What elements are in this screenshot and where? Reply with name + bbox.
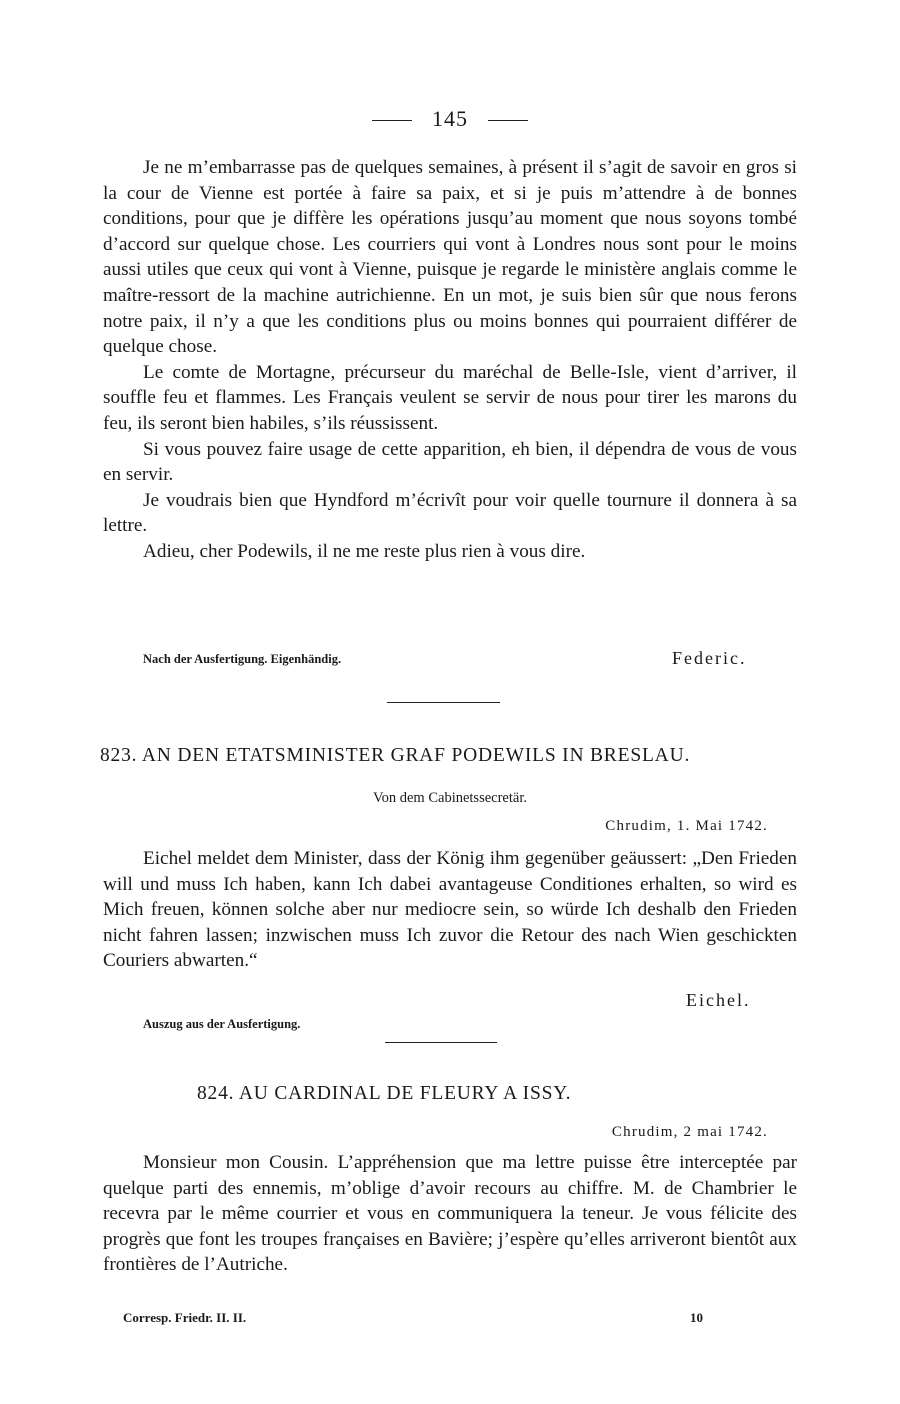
- letter-heading: 824. AU CARDINAL DE FLEURY A ISSY.: [197, 1083, 572, 1104]
- paragraph: Le comte de Mortagne, précurseur du maréchal de Belle-Isle, vient d’arriver, il souffle feu et flammes. Les Français veulent se servir de nous pour tirer les marons du feu, ils seront bien habiles, s’ils réussissent.: [103, 361, 797, 434]
- signature-mark: Corresp. Friedr. II. II.: [123, 1310, 247, 1325]
- paragraph: Monsieur mon Cousin. L’appréhension que ma lettre puisse être interceptée par quelque parti des ennemis, m’oblige d’avoir recours au chiffre. M. de Chambrier le recevra par le même courrier et vous en communiquera la teneur. Je vous félicite des progrès que font les troupes françaises en Bavière; j’espère qu’elles arriveront bientôt aux frontières de l’Autriche.: [103, 1152, 797, 1276]
- letter-823-body: [103, 846, 797, 974]
- signature: Eichel.: [686, 990, 751, 1010]
- paragraph: Eichel meldet dem Minister, dass der König ihm gegenüber geäussert: „Den Frieden will und muss Ich haben, kann Ich dabei avantageuse Conditiones erhalten, so wird es Mich freuen, können solche aber nur mediocre sein, so würde Ich deshalb den Frieden nicht fahren lassen; inzwischen muss Ich zuvor die Retour des nach Wien geschickten Couriers abwarten.“: [103, 848, 797, 972]
- dateline: Chrudim, 2 mai 1742.: [611, 1124, 768, 1140]
- section-divider: [385, 1042, 497, 1043]
- page-number-rule-left: [372, 120, 412, 121]
- page-number-line: [0, 106, 900, 132]
- source-note: Auszug aus der Ausfertigung.: [143, 1017, 301, 1031]
- page-number-rule-right: [488, 120, 528, 121]
- paragraph: Si vous pouvez faire usage de cette apparition, eh bien, il dépendra de vous de vous en servir.: [103, 438, 797, 486]
- page-number: 145: [432, 106, 468, 131]
- letter-822-body: [103, 155, 797, 565]
- letter-heading: 823. AN DEN ETATSMINISTER GRAF PODEWILS IN BRESLAU.: [100, 745, 691, 766]
- letter-824-body: [103, 1150, 797, 1278]
- paragraph: Je ne m’embarrasse pas de quelques semaines, à présent il s’agit de savoir en gros si la cour de Vienne est portée à faire sa paix, et si je puis m’attendre à de bonnes conditions, pour que je diffère les opérations jusqu’au moment que nous soyons tombé d’accord sur quelque chose. Les courriers qui vont à Londres nous sont pour le moins aussi utiles que ceux qui vont à Vienne, puisque je regarde le ministère anglais comme le maître-ressort de la machine autrichienne. En un mot, je suis bien sûr que nous ferons notre paix, il n’y a que les conditions plus ou moins bonnes qui pourraient différer de quelque chose.: [103, 157, 797, 358]
- paragraph: Adieu, cher Podewils, il ne me reste plus rien à vous dire.: [143, 540, 586, 562]
- dateline: Chrudim, 1. Mai 1742.: [605, 818, 768, 834]
- source-note: Nach der Ausfertigung. Eigenhändig.: [143, 652, 342, 666]
- signature: Federic.: [672, 648, 747, 668]
- paragraph: Je voudrais bien que Hyndford m’écrivît pour voir quelle tournure il donnera à sa lettre.: [103, 489, 797, 537]
- sheet-number: 10: [690, 1310, 703, 1325]
- section-divider: [387, 702, 500, 703]
- letter-subheading: Von dem Cabinetssecretär.: [373, 790, 527, 806]
